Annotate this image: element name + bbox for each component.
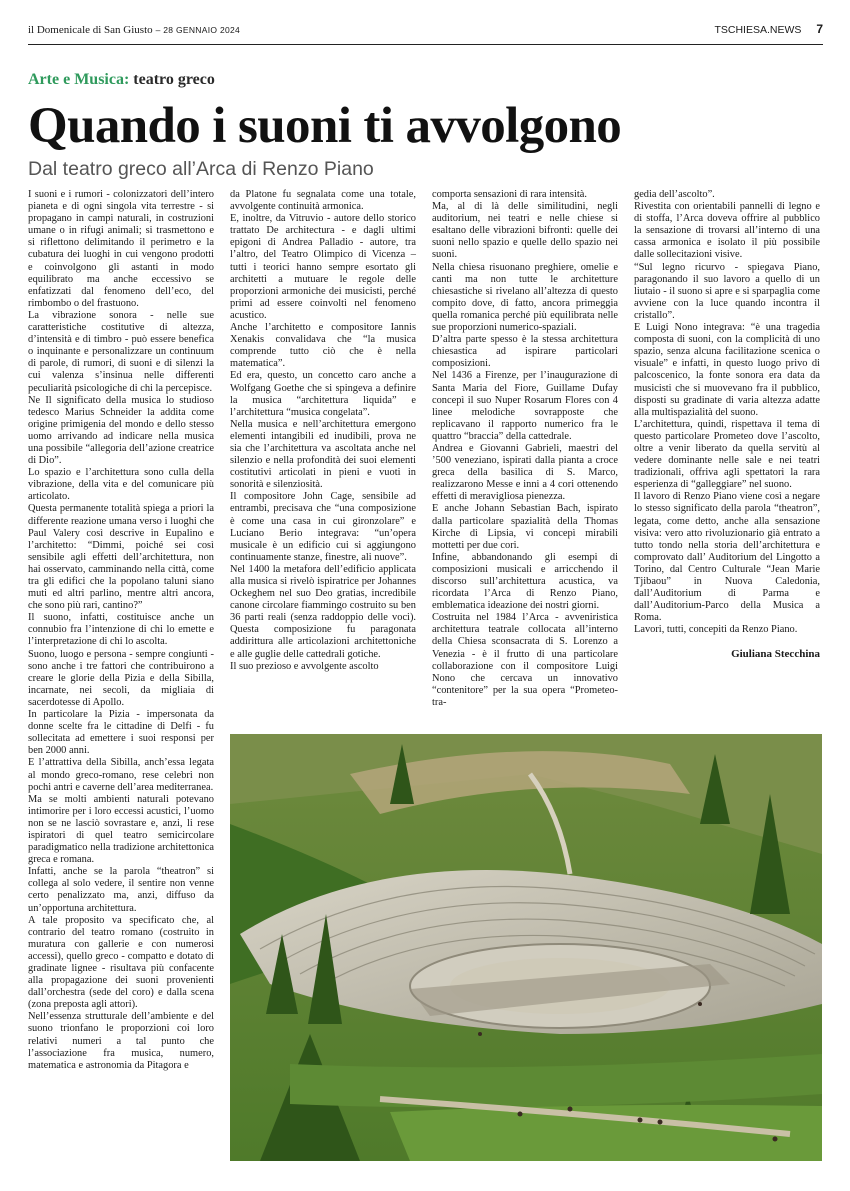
paragraph: Infine, abbandonando gli esempi di composizioni musicali e arricchendo il discorso sull’architettura acustica, va ricordata l’Arca di Renzo Piano, emblematica ideazione dei nostri giorni. [432,551,618,612]
paragraph: Il compositore John Cage, sensibile ad entrambi, precisava che “una composizione è come una casa in cui gironzolare” e Luciano Berio integrava: “un’opera musicale è un edificio cui si aggiungono continuamente stanze, finestre, ali nuove”. [230,491,416,563]
paragraph: Lavori, tutti, concepiti da Renzo Piano. [634,624,798,636]
theatre-illustration [230,734,822,1161]
paragraph: Costruita nel 1984 l’Arca - avveniristica architettura teatrale collocata all’interno della Chiesa sconsacrata di S. Lorenzo a Venezia - è il frutto di una particolare collaborazione con il compositore Luigi Nono che cercava un innovativo “contenitore” per la sua opera “Prometeo-tra- [432,612,618,708]
paragraph: E, inoltre, da Vitruvio - autore dello storico trattato De architectura - e dagli ultimi epigoni di Andrea Palladio - autore, tra l’altro, del Teatro Olimpico di Vicenza – tutti i teorici hanno sempre esortato gli architetti a mutuare le regole delle proporzioni armoniche dei musicisti, perché primi ad essere coinvolti nel fenomeno acustico. [230,213,416,321]
paragraph: Questa permanente totalità spiega a priori la differente reazione umana verso i luoghi che Paul Valery così descrive in Eupalino e l’architetto: “Dimmi, poiché sei così sensibile agli effetti dell’architettura, non hai osservato, camminando nella città, come tra gli edifici che la popolano taluni siano muti ed altri parlino, mentre altri ancora, che sono più rari, cantino?” [28,503,214,612]
paragraph: I suoni e i rumori - colonizzatori dell’intero pianeta e di ogni singola vita terrestre - si propagano in campi naturali, in costruzioni umane o in rifugi animali; si trasmettono e si riflettono delimitando il perimetro e la cubatura dei luoghi in cui vengono prodotti e coinvolgono gli astanti in modo equilibrato ma anche eccessivo se enfatizzati dal fenomeno dell’eco, del rimbombo o del frastuono. [28,189,214,309]
paragraph: A tale proposito va specificato che, al contrario del teatro romano (costruito in muratura con gallerie e con numerosi accessi), quello greco - compatto e dotato di gradinate lignee - risultava più confacente alla propagazione dei suoni provenienti dall’orchestra (sede del coro) e dalla scena (zona preposta agli attori). [28,914,214,1011]
paragraph: da Platone fu segnalata come una totale, avvolgente continuità armonica. [230,189,416,213]
paragraph: Ed era, questo, un concetto caro anche a Wolfgang Goethe che si spingeva a definire la musica “architettura liquida” e l’architettura “musica congelata”. [230,370,416,418]
issue-date: – 28 GENNAIO 2024 [155,25,241,35]
paragraph: E anche Johann Sebastian Bach, ispirato dalla particolare spazialità della Thomas Kirche di Lipsia, vi concepì mirabili mottetti per due cori. [432,503,618,551]
header-right [714,22,823,36]
paragraph: Andrea e Giovanni Gabrieli, maestri del ’500 veneziano, ispirati dalla pianta a croce greca della basilica di S. Marco, realizzarono Messe e inni a 4 cori ottenendo effetti di meravigliosa pienezza. [432,442,618,503]
site-name[interactable]: TSCHIESA.NEWS [714,24,802,36]
section-topic: teatro greco [133,71,215,88]
paragraph: gedia dell’ascolto”. [634,189,715,200]
section-name: Arte e Musica: [28,71,130,88]
article-column-1 [28,189,214,1159]
article-column-4 [634,189,820,719]
paragraph: D’altra parte spesso è la stessa architettura chiesastica ad ispirare particolari composizioni. [432,334,618,370]
paragraph: Lo spazio e l’architettura sono culla della vibrazione, della vita e del comunicare più articolato. [28,467,214,503]
greek-theatre-photo [230,734,822,1161]
paragraph: Rivestita con orientabili pannelli di legno e di stoffa, l’Arca doveva offrire al pubblico la sensazione di trovarsi all’interno di una cassa armonica e isolato il più possibile dalle sollecitazioni visive. [634,201,820,261]
paragraph: E l’attrattiva della Sibilla, anch’essa legata al mondo greco-romano, rese celebri non pochi antri e caverne dell’area mediterranea. [28,757,214,793]
paragraph: Nell’essenza strutturale dell’ambiente e del suono trionfano le proporzioni coi loro relativi numeri a tal punto che l’associazione fra musica, numero, matematica e astronomia da Pitagora e [28,1011,214,1071]
paragraph: Suono, luogo e persona - sempre congiunti - sono anche i tre fattori che contribuirono a creare le glorie della Pizia e della Sibilla, incarnate, nei secoli, da migliaia di sacerdotesse di Apollo. [28,648,214,708]
article-title: Quando i suoni ti avvolgono [28,98,622,154]
paragraph: Ne Il significato della musica lo studioso tedesco Marius Schneider la addita come origine primigenia del mondo e dello stesso uomo arrivando ad indicare nella musica una possibile “allegoria dell’azione creatrice di Dio”. [28,394,214,467]
article-column-3 [432,189,618,719]
article-column-2 [230,189,416,719]
page-number: 7 [816,22,823,36]
paragraph: Ma, al di là delle similitudini, negli auditorium, nei teatri e nelle chiese si esaltano delle vibrazioni bifronti: quelle dei suoni nello spazio e quelle dello spazio nei suoni. [432,201,618,261]
article-subtitle: Dal teatro greco all’Arca di Renzo Piano [28,158,374,180]
article-author: Giuliana Stecchina [731,648,820,661]
header-left [28,24,240,36]
paragraph: Nella chiesa risuonano preghiere, omelie e canti ma non tutte le architetture chiesastiche si rivelano all’altezza di questo compito dove, di fatto, ancora primeggia quella romanica perché più equilibrata nelle sue proporzioni numerico-spaziali. [432,261,618,334]
page-header [28,18,823,45]
paragraph: Ma se molti ambienti naturali potevano intimorire per i loro eccessi acustici, l’uomo non se ne lasciò sovrastare e, anzi, li rese ispiratori di quel teatro semicircolare paradigmatico nella tradizione architettonica greca e romana. [28,793,214,866]
paragraph: In particolare la Pizia - impersonata da donne scelte fra le cittadine di Delfi - fu sollecitata ad emettere i suoi responsi per ben 2000 anni. [28,709,214,757]
paragraph: Nel 1400 la metafora dell’edificio applicata alla musica si rivelò ispiratrice per Johannes Ockeghem nel suo Deo gratias, incredibile canone circolare fiammingo costruito su ben 36 parti reali (senza raddoppio delle voci). Questa composizione fu paragonata addirittura alle articolazioni architettoniche e alle guglie delle cattedrali gotiche. [230,563,416,660]
paragraph: Nella musica e nell’architettura emergono elementi intangibili ed inudibili, prova ne sia che l’architettura va ascoltata anche nel silenzio e nella profondità dei suoi elementi costitutivi articolati in pieni e vuoti in sonorità e silenziosità. [230,418,416,491]
paragraph: Il suo prezioso e avvolgente ascolto [230,660,379,672]
section-kicker [28,71,215,89]
paragraph: “Sul legno ricurvo - spiegava Piano, paragonando il suo lavoro a quello di un liutaio - il suono si apre e si sparpaglia come avviene con la luce quando incontra il cristallo”. [634,261,820,321]
paragraph: La vibrazione sonora - nelle sue caratteristiche costitutive di altezza, d’intensità e di timbro - può essere benefica o inquinante e personalizzare un continuum di parole, di rumori, di suoni e di silenzi la cui valenza s’insinua nelle differenti peculiarità psicologiche di chi la percepisce. [28,309,214,394]
paragraph: Il suono, infatti, costituisce anche un connubio fra l’intenzione di chi lo emette e l’interpretazione di chi lo ascolta. [28,612,214,648]
paragraph: comporta sensazioni di rara intensità. [432,189,587,200]
paragraph: E Luigi Nono integrava: “è una tragedia composta di suoni, con la complicità di uno spazio, senza alcuna facilitazione scenica o visuale” e infatti, in questo luogo privo di palcoscenico, la fonte sonora era data da musicisti che si muovevano fra il pubblico, disposti su gradinate di varia altezza adatte alla multispazialità del suono. [634,322,820,418]
paragraph: Nel 1436 a Firenze, per l’inaugurazione di Santa Maria del Fiore, Guillame Dufay concepì il suo Nuper Rosarum Flores con 4 linee melodiche sovrapposte che replicavano il rapporto numerico fra le quattro “braccia” della cattedrale. [432,370,618,442]
paragraph: Il lavoro di Renzo Piano viene così a negare lo stesso significato della parola “theatron”, legata, come detto, anche alla sensazione visiva: vero atto rivoluzionario già entrato a tutto tondo nella storia dell’architettura e comprovato dall’ Auditorium del Lingotto a Torino, dal Centro Culturale “Jean Marie Tjibaou” in Nuova Caledonia, dall’Auditorium di Parma e dall’Auditorium-Parco della Musica a Roma. [634,491,820,624]
paragraph: Anche l’architetto e compositore Iannis Xenakis convalidava che “la musica comprende tutto ciò che è nella matematica”. [230,322,416,370]
newspaper-name: il Domenicale di San Giusto [28,24,153,36]
paragraph: L’architettura, quindi, rispettava il tema di questo particolare Prometeo dove l’ascolto, oltre a venir liberato da quella servitù al vedere dominante nelle sale e nei teatri tradizionali, offriva agli spettatori la rara esperienza di “galleggiare” nel suono. [634,418,820,491]
paragraph: Infatti, anche se la parola “theatron” si collega al solo vedere, il sentire non venne certo penalizzato ma, anzi, diffuso da un’opportuna architettura. [28,866,214,914]
